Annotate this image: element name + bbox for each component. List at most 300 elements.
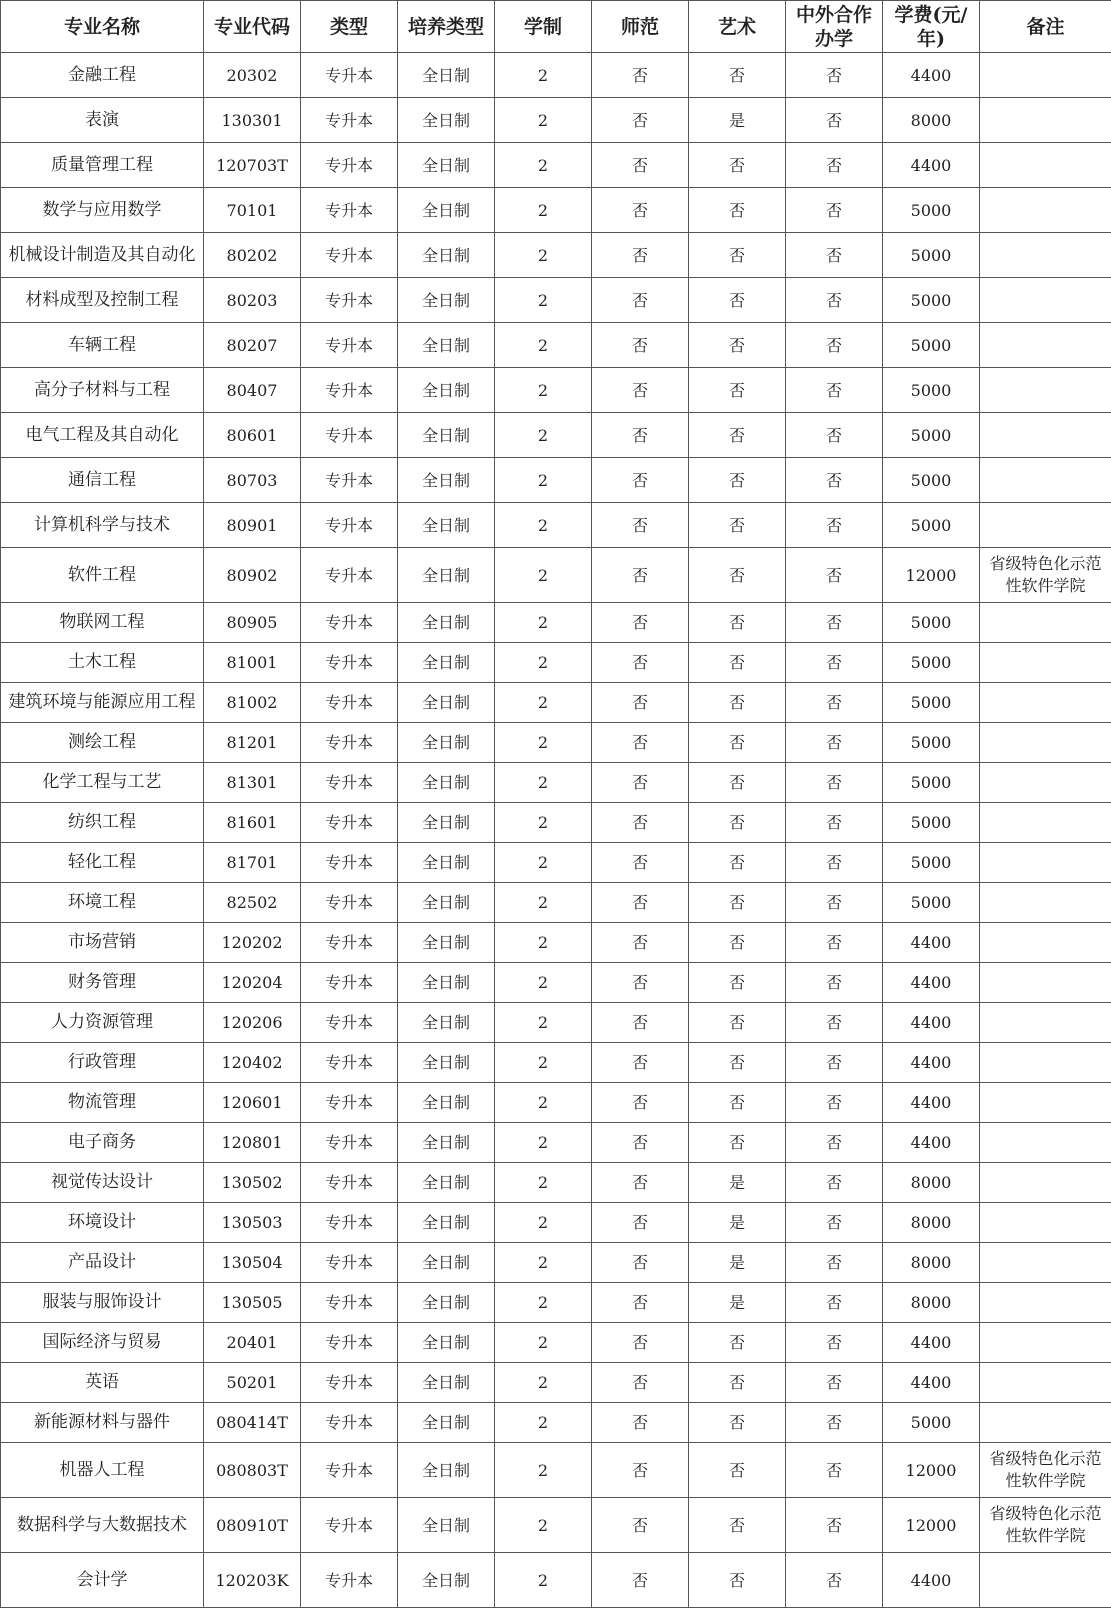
cell-tuition: 5000 [883,188,980,233]
cell-major-name: 物联网工程 [1,603,204,643]
cell-tuition: 5000 [883,323,980,368]
cell-joint-program: 否 [786,1203,883,1243]
cell-joint-program: 否 [786,53,883,98]
cell-major-code: 120703T [204,143,301,188]
cell-study-mode: 全日制 [398,723,495,763]
cell-normal: 否 [592,723,689,763]
header-tuition: 学费(元/年) [883,1,980,53]
cell-tuition: 12000 [883,548,980,603]
cell-tuition: 5000 [883,643,980,683]
table-row [1,1243,1111,1283]
table-row [1,503,1111,548]
table-row [1,1443,1111,1498]
cell-major-name: 物流管理 [1,1083,204,1123]
cell-joint-program: 否 [786,503,883,548]
cell-art: 否 [689,683,786,723]
cell-type: 专升本 [301,1283,398,1323]
cell-normal: 否 [592,1203,689,1243]
cell-major-name: 表演 [1,98,204,143]
cell-major-name: 市场营销 [1,923,204,963]
cell-art: 否 [689,1003,786,1043]
cell-type: 专升本 [301,1363,398,1403]
cell-tuition: 5000 [883,803,980,843]
cell-duration: 2 [495,503,592,548]
cell-type: 专升本 [301,883,398,923]
cell-normal: 否 [592,1043,689,1083]
cell-art: 否 [689,458,786,503]
cell-remark [980,368,1111,413]
cell-art: 否 [689,723,786,763]
cell-duration: 2 [495,883,592,923]
header-duration: 学制 [495,1,592,53]
cell-normal: 否 [592,883,689,923]
cell-duration: 2 [495,233,592,278]
cell-tuition: 12000 [883,1498,980,1553]
cell-major-name: 车辆工程 [1,323,204,368]
cell-major-code: 80407 [204,368,301,413]
cell-art: 否 [689,188,786,233]
cell-joint-program: 否 [786,1443,883,1498]
cell-tuition: 5000 [883,723,980,763]
cell-major-name: 环境设计 [1,1203,204,1243]
table-row [1,548,1111,603]
cell-major-name: 化学工程与工艺 [1,763,204,803]
cell-type: 专升本 [301,1498,398,1553]
cell-study-mode: 全日制 [398,278,495,323]
cell-duration: 2 [495,963,592,1003]
cell-study-mode: 全日制 [398,963,495,1003]
cell-tuition: 8000 [883,1243,980,1283]
cell-remark [980,1163,1111,1203]
cell-duration: 2 [495,683,592,723]
cell-major-name: 数学与应用数学 [1,188,204,233]
table-row [1,843,1111,883]
table-row [1,603,1111,643]
cell-major-code: 130503 [204,1203,301,1243]
cell-duration: 2 [495,763,592,803]
table-row [1,233,1111,278]
cell-art: 否 [689,963,786,1003]
cell-joint-program: 否 [786,843,883,883]
cell-joint-program: 否 [786,548,883,603]
table-row [1,1163,1111,1203]
cell-normal: 否 [592,98,689,143]
cell-normal: 否 [592,188,689,233]
cell-normal: 否 [592,643,689,683]
cell-type: 专升本 [301,368,398,413]
cell-normal: 否 [592,843,689,883]
cell-duration: 2 [495,143,592,188]
cell-study-mode: 全日制 [398,803,495,843]
cell-joint-program: 否 [786,1243,883,1283]
cell-art: 否 [689,1363,786,1403]
cell-tuition: 5000 [883,233,980,278]
cell-study-mode: 全日制 [398,323,495,368]
cell-major-name: 土木工程 [1,643,204,683]
cell-tuition: 5000 [883,278,980,323]
cell-tuition: 4400 [883,53,980,98]
cell-study-mode: 全日制 [398,548,495,603]
table-row [1,723,1111,763]
cell-tuition: 4400 [883,923,980,963]
cell-normal: 否 [592,1163,689,1203]
cell-remark [980,143,1111,188]
cell-normal: 否 [592,1553,689,1608]
cell-joint-program: 否 [786,1283,883,1323]
table-body [1,53,1111,1608]
table-row [1,803,1111,843]
cell-duration: 2 [495,643,592,683]
header-major-name: 专业名称 [1,1,204,53]
table-row [1,923,1111,963]
cell-study-mode: 全日制 [398,643,495,683]
cell-major-code: 80207 [204,323,301,368]
cell-tuition: 4400 [883,1123,980,1163]
cell-normal: 否 [592,1323,689,1363]
cell-type: 专升本 [301,1003,398,1043]
cell-major-code: 81701 [204,843,301,883]
cell-art: 否 [689,763,786,803]
cell-joint-program: 否 [786,188,883,233]
cell-major-code: 120202 [204,923,301,963]
cell-normal: 否 [592,1083,689,1123]
cell-duration: 2 [495,368,592,413]
header-remark: 备注 [980,1,1111,53]
cell-study-mode: 全日制 [398,413,495,458]
table-row [1,368,1111,413]
cell-tuition: 4400 [883,1043,980,1083]
cell-normal: 否 [592,603,689,643]
cell-joint-program: 否 [786,803,883,843]
cell-major-name: 产品设计 [1,1243,204,1283]
cell-tuition: 5000 [883,413,980,458]
header-joint-program: 中外合作办学 [786,1,883,53]
cell-type: 专升本 [301,188,398,233]
cell-normal: 否 [592,503,689,548]
cell-type: 专升本 [301,843,398,883]
cell-major-code: 80902 [204,548,301,603]
table-row [1,1553,1111,1608]
cell-art: 否 [689,883,786,923]
cell-remark [980,803,1111,843]
cell-remark [980,883,1111,923]
cell-normal: 否 [592,143,689,188]
cell-type: 专升本 [301,143,398,188]
cell-normal: 否 [592,278,689,323]
cell-joint-program: 否 [786,98,883,143]
cell-major-name: 材料成型及控制工程 [1,278,204,323]
cell-type: 专升本 [301,643,398,683]
cell-major-code: 130502 [204,1163,301,1203]
cell-joint-program: 否 [786,963,883,1003]
cell-study-mode: 全日制 [398,763,495,803]
cell-remark [980,643,1111,683]
cell-major-name: 金融工程 [1,53,204,98]
cell-study-mode: 全日制 [398,1363,495,1403]
cell-joint-program: 否 [786,278,883,323]
cell-remark [980,458,1111,503]
cell-major-code: 120402 [204,1043,301,1083]
cell-remark [980,1203,1111,1243]
cell-art: 否 [689,1083,786,1123]
cell-normal: 否 [592,1123,689,1163]
cell-study-mode: 全日制 [398,1243,495,1283]
cell-tuition: 4400 [883,963,980,1003]
cell-normal: 否 [592,1498,689,1553]
cell-tuition: 4400 [883,143,980,188]
cell-normal: 否 [592,368,689,413]
cell-study-mode: 全日制 [398,843,495,883]
cell-art: 是 [689,1283,786,1323]
table-row [1,1003,1111,1043]
cell-art: 否 [689,278,786,323]
cell-study-mode: 全日制 [398,503,495,548]
cell-major-code: 70101 [204,188,301,233]
table-row [1,883,1111,923]
cell-duration: 2 [495,98,592,143]
cell-major-name: 测绘工程 [1,723,204,763]
cell-type: 专升本 [301,458,398,503]
cell-art: 否 [689,803,786,843]
cell-remark [980,278,1111,323]
cell-tuition: 4400 [883,1323,980,1363]
cell-major-name: 数据科学与大数据技术 [1,1498,204,1553]
cell-tuition: 4400 [883,1003,980,1043]
cell-remark [980,1283,1111,1323]
cell-normal: 否 [592,1403,689,1443]
cell-duration: 2 [495,1163,592,1203]
cell-type: 专升本 [301,1123,398,1163]
cell-major-code: 120204 [204,963,301,1003]
cell-major-name: 轻化工程 [1,843,204,883]
cell-tuition: 4400 [883,1553,980,1608]
cell-study-mode: 全日制 [398,1123,495,1163]
cell-remark [980,1083,1111,1123]
table-row [1,763,1111,803]
cell-study-mode: 全日制 [398,188,495,233]
cell-remark [980,1553,1111,1608]
cell-duration: 2 [495,923,592,963]
cell-tuition: 4400 [883,1083,980,1123]
table-row [1,1403,1111,1443]
cell-major-code: 81201 [204,723,301,763]
cell-duration: 2 [495,1203,592,1243]
cell-tuition: 5000 [883,503,980,548]
cell-type: 专升本 [301,1403,398,1443]
cell-remark [980,503,1111,548]
table-row [1,98,1111,143]
cell-type: 专升本 [301,1443,398,1498]
cell-duration: 2 [495,1443,592,1498]
cell-art: 否 [689,1123,786,1163]
cell-tuition: 8000 [883,1203,980,1243]
cell-joint-program: 否 [786,923,883,963]
cell-art: 否 [689,1323,786,1363]
cell-normal: 否 [592,548,689,603]
cell-major-code: 120801 [204,1123,301,1163]
cell-joint-program: 否 [786,1083,883,1123]
cell-major-code: 82502 [204,883,301,923]
cell-study-mode: 全日制 [398,1443,495,1498]
cell-duration: 2 [495,413,592,458]
cell-study-mode: 全日制 [398,1203,495,1243]
cell-art: 是 [689,1163,786,1203]
header-type: 类型 [301,1,398,53]
cell-duration: 2 [495,1363,592,1403]
cell-remark [980,413,1111,458]
cell-major-name: 电气工程及其自动化 [1,413,204,458]
cell-normal: 否 [592,53,689,98]
cell-study-mode: 全日制 [398,1498,495,1553]
cell-remark [980,763,1111,803]
cell-joint-program: 否 [786,143,883,188]
header-art: 艺术 [689,1,786,53]
cell-duration: 2 [495,843,592,883]
cell-joint-program: 否 [786,1498,883,1553]
header-major-code: 专业代码 [204,1,301,53]
cell-remark [980,233,1111,278]
cell-type: 专升本 [301,963,398,1003]
cell-joint-program: 否 [786,1163,883,1203]
cell-duration: 2 [495,188,592,233]
cell-major-name: 财务管理 [1,963,204,1003]
cell-study-mode: 全日制 [398,923,495,963]
cell-major-code: 81002 [204,683,301,723]
cell-art: 否 [689,143,786,188]
table-row [1,1203,1111,1243]
cell-duration: 2 [495,1498,592,1553]
cell-major-code: 080414T [204,1403,301,1443]
cell-study-mode: 全日制 [398,1003,495,1043]
cell-joint-program: 否 [786,323,883,368]
cell-major-name: 会计学 [1,1553,204,1608]
cell-joint-program: 否 [786,723,883,763]
table-row [1,278,1111,323]
cell-major-name: 环境工程 [1,883,204,923]
cell-remark [980,1323,1111,1363]
cell-joint-program: 否 [786,643,883,683]
cell-duration: 2 [495,1243,592,1283]
cell-major-name: 行政管理 [1,1043,204,1083]
cell-type: 专升本 [301,323,398,368]
cell-type: 专升本 [301,803,398,843]
cell-major-code: 130301 [204,98,301,143]
cell-study-mode: 全日制 [398,883,495,923]
cell-major-name: 国际经济与贸易 [1,1323,204,1363]
cell-major-code: 80203 [204,278,301,323]
cell-remark [980,98,1111,143]
cell-art: 是 [689,98,786,143]
cell-type: 专升本 [301,1323,398,1363]
table-row [1,1123,1111,1163]
cell-type: 专升本 [301,723,398,763]
cell-art: 否 [689,548,786,603]
cell-tuition: 8000 [883,1283,980,1323]
cell-type: 专升本 [301,1243,398,1283]
cell-type: 专升本 [301,923,398,963]
cell-study-mode: 全日制 [398,1163,495,1203]
cell-remark [980,323,1111,368]
cell-joint-program: 否 [786,1403,883,1443]
cell-joint-program: 否 [786,1363,883,1403]
cell-art: 否 [689,503,786,548]
cell-normal: 否 [592,458,689,503]
cell-type: 专升本 [301,53,398,98]
cell-tuition: 5000 [883,368,980,413]
cell-major-code: 80901 [204,503,301,548]
cell-duration: 2 [495,1003,592,1043]
cell-art: 否 [689,643,786,683]
cell-joint-program: 否 [786,458,883,503]
cell-type: 专升本 [301,548,398,603]
table-row [1,643,1111,683]
cell-remark [980,1003,1111,1043]
cell-art: 否 [689,1403,786,1443]
cell-study-mode: 全日制 [398,603,495,643]
cell-remark [980,1363,1111,1403]
cell-duration: 2 [495,603,592,643]
cell-type: 专升本 [301,1553,398,1608]
table-row [1,188,1111,233]
cell-major-name: 视觉传达设计 [1,1163,204,1203]
cell-tuition: 8000 [883,98,980,143]
cell-normal: 否 [592,1243,689,1283]
cell-major-name: 英语 [1,1363,204,1403]
table-row [1,143,1111,188]
cell-joint-program: 否 [786,603,883,643]
cell-type: 专升本 [301,413,398,458]
cell-major-code: 20401 [204,1323,301,1363]
cell-joint-program: 否 [786,1003,883,1043]
cell-art: 否 [689,1443,786,1498]
cell-duration: 2 [495,1553,592,1608]
cell-study-mode: 全日制 [398,1083,495,1123]
cell-major-name: 通信工程 [1,458,204,503]
cell-normal: 否 [592,233,689,278]
cell-art: 否 [689,323,786,368]
cell-art: 否 [689,413,786,458]
cell-tuition: 8000 [883,1163,980,1203]
table-row [1,53,1111,98]
cell-major-code: 20302 [204,53,301,98]
cell-major-name: 人力资源管理 [1,1003,204,1043]
cell-joint-program: 否 [786,1123,883,1163]
cell-remark [980,53,1111,98]
cell-major-name: 机器人工程 [1,1443,204,1498]
cell-art: 否 [689,233,786,278]
cell-duration: 2 [495,1043,592,1083]
cell-tuition: 5000 [883,603,980,643]
cell-major-name: 软件工程 [1,548,204,603]
cell-tuition: 12000 [883,1443,980,1498]
cell-study-mode: 全日制 [398,143,495,188]
cell-remark [980,1243,1111,1283]
table-row [1,1283,1111,1323]
cell-normal: 否 [592,963,689,1003]
cell-major-code: 80703 [204,458,301,503]
cell-major-name: 电子商务 [1,1123,204,1163]
header-normal: 师范 [592,1,689,53]
cell-major-code: 080803T [204,1443,301,1498]
cell-joint-program: 否 [786,1553,883,1608]
table-row [1,1043,1111,1083]
cell-major-code: 120601 [204,1083,301,1123]
cell-art: 否 [689,1553,786,1608]
cell-major-code: 80601 [204,413,301,458]
cell-major-code: 130504 [204,1243,301,1283]
cell-duration: 2 [495,723,592,763]
cell-duration: 2 [495,548,592,603]
